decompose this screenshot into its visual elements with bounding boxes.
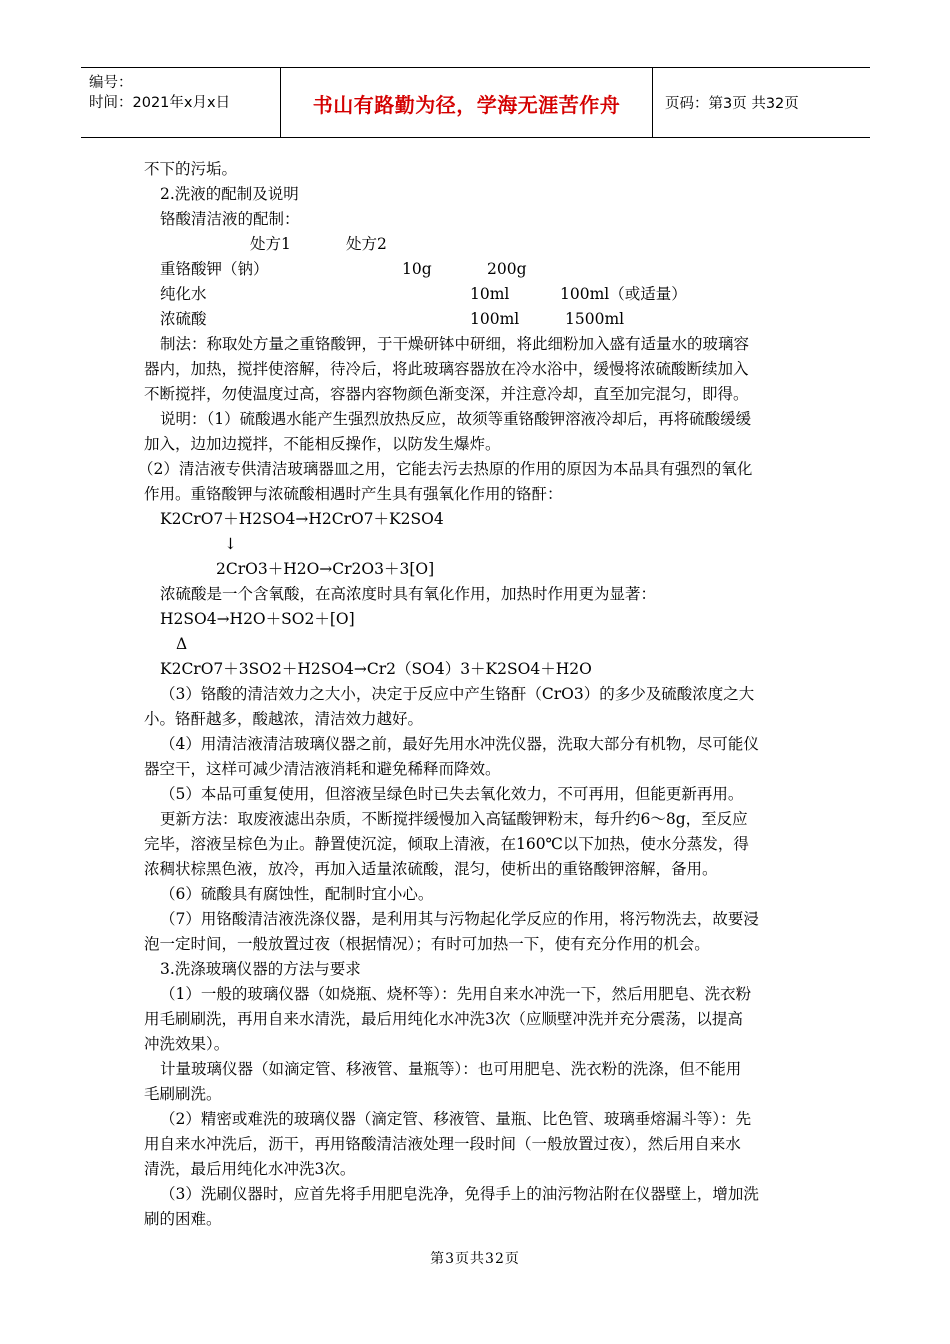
section-heading: 3.洗涤玻璃仪器的方法与要求 — [160, 960, 361, 978]
text-line: 制法：称取处方量之重铬酸钾，于干燥研钵中研细，将此细粉加入盛有适量水的玻璃容 — [160, 335, 750, 353]
table-cell: 重铬酸钾（钠） — [160, 260, 269, 278]
text-line: （7）用铬酸清洁液洗涤仪器，是利用其与污物起化学反应的作用，将污物洗去，故要浸 — [160, 910, 759, 928]
chemical-equation: H2SO4→H2O＋SO2＋[O] — [160, 610, 355, 628]
page-footer: 第3页共32页 — [430, 1251, 520, 1267]
text-line: 刷的困难。 — [144, 1210, 222, 1228]
chemical-equation: K2CrO7＋3SO2＋H2SO4→Cr2（SO4）3＋K2SO4＋H2O — [160, 660, 592, 678]
text-line: 不下的污垢。 — [144, 160, 238, 178]
text-line: （2）精密或难洗的玻璃仪器（滴定管、移液管、量瓶、比色管、玻璃垂熔漏斗等）：先 — [160, 1110, 752, 1128]
table-cell: 100ml — [470, 310, 520, 328]
table-cell: 100ml（或适量） — [560, 285, 687, 303]
table-cell: 10g — [402, 260, 432, 278]
text-line: （6）硫酸具有腐蚀性，配制时宜小心。 — [160, 885, 434, 903]
text-line: 器内，加热，搅拌使溶解，待冷后，将此玻璃容器放在冷水浴中，缓慢将浓硫酸断续加入 — [144, 360, 749, 378]
text-line: （4）用清洁液清洁玻璃仪器之前，最好先用水冲洗仪器，洗取大部分有机物，尽可能仪 — [160, 735, 759, 753]
table-header-cell: 处方2 — [346, 235, 387, 253]
section-heading: 2.洗液的配制及说明 — [160, 185, 299, 203]
text-line: 说明：（1）硫酸遇水能产生强烈放热反应，故须等重铬酸钾溶液冷却后，再将硫酸缓缓 — [160, 410, 752, 428]
text-line: 泡一定时间，一般放置过夜（根据情况）；有时可加热一下，使有充分作用的机会。 — [144, 935, 710, 953]
text-line: 清洗，最后用纯化水冲洗3次。 — [144, 1160, 356, 1178]
table-cell: 纯化水 — [160, 285, 207, 303]
page-header — [81, 67, 870, 138]
reaction-arrow: ↓ — [224, 535, 237, 553]
text-line: 作用。重铬酸钾与浓硫酸相遇时产生具有强氧化作用的铬酐： — [144, 485, 563, 503]
chemical-equation: 2CrO3＋H2O→Cr2O3＋3[O] — [216, 560, 435, 578]
doc-number-label: 编号： — [89, 75, 133, 91]
table-cell: 1500ml — [565, 310, 625, 328]
text-line: 浓稠状棕黑色液，放冷，再加入适量浓硫酸，混匀，使析出的重铬酸钾溶解，备用。 — [144, 860, 718, 878]
text-line: 用毛刷刷洗，再用自来水清洗，最后用纯化水冲洗3次（应顺壁冲洗并充分震荡，以提高 — [144, 1010, 743, 1028]
text-line: 完毕，溶液呈棕色为止。静置使沉淀，倾取上清液，在160℃以下加热，使水分蒸发，得 — [144, 835, 749, 853]
text-line: （2）清洁液专供清洁玻璃器皿之用，它能去污去热原的作用的原因为本品具有强烈的氧化 — [138, 460, 753, 478]
heat-symbol: Δ — [176, 635, 188, 653]
table-header-cell: 处方1 — [250, 235, 291, 253]
header-meta-cell — [81, 68, 281, 137]
text-line: 毛刷刷洗。 — [144, 1085, 222, 1103]
text-line: （3）铬酸的清洁效力之大小，决定于反应中产生铬酐（CrO3）的多少及硫酸浓度之大 — [160, 685, 755, 703]
header-page-code: 页码：第3页 共32页 — [665, 96, 799, 112]
table-cell: 浓硫酸 — [160, 310, 207, 328]
text-line: 不断搅拌，勿使温度过高，容器内容物颜色渐变深，并注意冷却，直至加完混匀，即得。 — [144, 385, 749, 403]
text-line: 加入，边加边搅拌，不能相反操作，以防发生爆炸。 — [144, 435, 501, 453]
table-cell: 200g — [487, 260, 527, 278]
doc-date: 时间：2021年x月x日 — [89, 95, 231, 111]
text-line: 小。铬酐越多，酸越浓，清洁效力越好。 — [144, 710, 424, 728]
header-page-cell — [653, 68, 870, 137]
text-line: 计量玻璃仪器（如滴定管、移液管、量瓶等）：也可用肥皂、洗衣粉的洗涤，但不能用 — [160, 1060, 742, 1078]
text-line: 器空干，这样可减少清洁液消耗和避免稀释而降效。 — [144, 760, 501, 778]
text-line: （1）一般的玻璃仪器（如烧瓶、烧杯等）：先用自来水冲洗一下，然后用肥皂、洗衣粉 — [160, 985, 752, 1003]
chemical-equation: K2CrO7＋H2SO4→H2CrO7＋K2SO4 — [160, 510, 444, 528]
text-line: 浓硫酸是一个含氧酸，在高浓度时具有氧化作用，加热时作用更为显著： — [160, 585, 657, 603]
text-line: 更新方法：取废液滤出杂质，不断搅拌缓慢加入高锰酸钾粉末，每升约6～8g，至反应 — [160, 810, 748, 828]
header-motto: 书山有路勤为径，学海无涯苦作舟 — [312, 93, 621, 117]
text-line: 用自来水冲洗后，沥干，再用铬酸清洁液处理一段时间（一般放置过夜），然后用自来水 — [144, 1135, 741, 1153]
text-line: （5）本品可重复使用，但溶液呈绿色时已失去氧化效力，不可再用，但能更新再用。 — [160, 785, 744, 803]
text-line: 铬酸清洁液的配制： — [160, 210, 300, 228]
table-cell: 10ml — [470, 285, 510, 303]
header-motto-cell — [281, 68, 653, 137]
text-line: 冲洗效果）。 — [144, 1035, 230, 1053]
text-line: （3）洗刷仪器时，应首先将手用肥皂洗净，免得手上的油污物沾附在仪器壁上，增加洗 — [160, 1185, 759, 1203]
